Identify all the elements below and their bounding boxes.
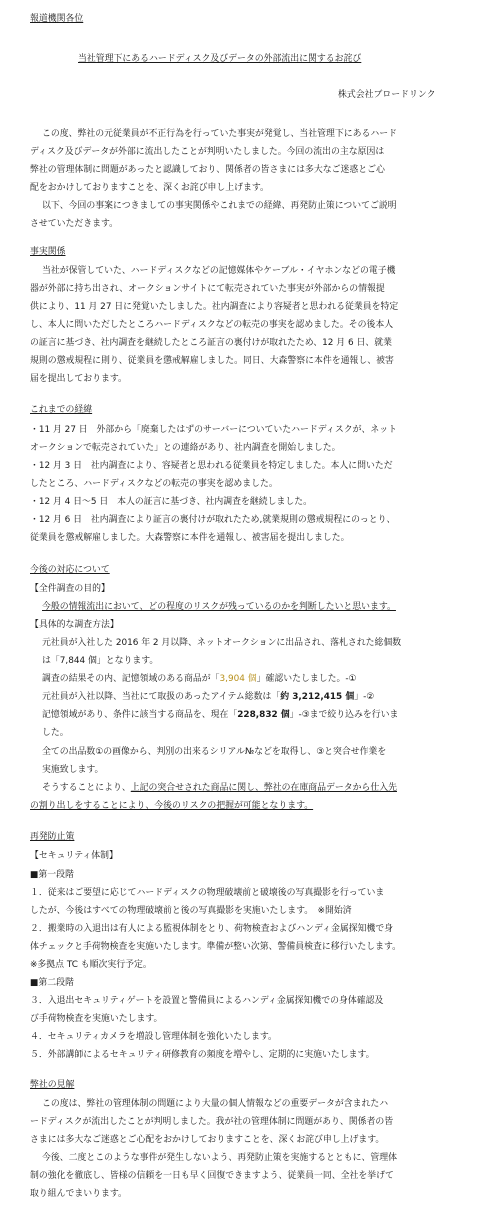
security-label: 【セキュリティ体制】 xyxy=(30,851,118,861)
intro-line: 配をおかけしておりますことを、深くお詫び申し上げます。 xyxy=(30,183,269,193)
measure-line: ５．外部講師によるセキュリティ研修教育の頻度を増やし、定期的に実施いたします。 xyxy=(30,1050,375,1060)
intro-line: 以下、今回の事案につきましての事実関係やこれまでの経緯、再発防止策についてご説明 xyxy=(42,201,397,211)
phase-two-label: ■第二段階 xyxy=(30,978,74,988)
intro-line: 弊社の管理体制に問題があったと認識しており、関係者の皆さまには多大なご迷惑とご心 xyxy=(30,165,385,175)
measure-line: したが、今後はすべての物理破壊前と後の写真撮影を実施いたします。 ※開始済 xyxy=(30,906,352,916)
history-line: ・12 月 3 日 社内調査により、容疑者と思われる従業員を特定しました。本人に問いただ xyxy=(30,461,393,471)
method-line: の割り出しをすることにより、今後のリスクの把握が可能となります。 xyxy=(30,801,314,811)
addressee: 報道機関各位 xyxy=(30,14,84,24)
measure-line: ４．セキュリティカメラを増設し管理体制を強化いたします。 xyxy=(30,1032,277,1042)
phase-one-label: ■第一段階 xyxy=(30,870,74,880)
method-line: 全ての出品数①の画像から、判別の出来るシリアル№などを取得し、③と突合せ作業を xyxy=(42,747,387,757)
method-line: そうすることにより、上記の突合せされた商品に関し、弊社の在庫商品データから仕入先 xyxy=(42,783,397,793)
section-heading-prevention: 再発防止策 xyxy=(30,832,75,842)
method-line: 元社員が入社以降、当社にて取扱のあったアイテム総数は「約 3,212,415 個」-② xyxy=(42,692,375,702)
company-name: 株式会社ブロードリンク xyxy=(338,90,436,100)
view-line: この度は、弊社の管理体制の問題により大量の個人情報などの重要データが含まれたハ xyxy=(42,1099,389,1109)
method-line: 記憶領域があり、条件に該当する商品を、現在「228,832 個」-③まで絞り込みを行いま xyxy=(42,710,399,720)
facts-line: し、本人に問いただしたところハードディスクなどの転売の事実を認めました。その後本人 xyxy=(30,320,394,330)
facts-line: の証言に基づき、社内調査を継続したところ証言の裏付けが取れたため、12 月 6 日、就業 xyxy=(30,338,392,348)
method-label: 【具体的な調査方法】 xyxy=(30,620,119,630)
purpose-text: 今般の情報流出において、どの程度のリスクが残っているのかを判断したいと思います。 xyxy=(42,602,396,612)
highlight-value: 約 3,212,415 個 xyxy=(280,692,355,702)
section-heading-response: 今後の対応について xyxy=(30,565,110,575)
facts-line: 届を提出しております。 xyxy=(30,374,127,384)
method-line: は「7,844 個」となります。 xyxy=(42,656,159,666)
method-line: 元社員が入社した 2016 年 2 月以降、ネットオークションに出品され、落札された総個数 xyxy=(42,638,402,648)
measure-line: ２．搬業時の入退出は有人による監視体制をとり、荷物検査およびハンディ金属探知機で身 xyxy=(30,924,394,934)
intro-line: ディスク及びデータが外部に流出したことが判明いたしました。今回の流出の主な原因は xyxy=(30,147,385,157)
method-line: 実施致します。 xyxy=(42,765,104,775)
history-line: ・12 月 6 日 社内調査により証言の裏付けが取れたため,就業規則の懲戒規程にのっとり、 xyxy=(30,515,396,525)
measure-line: ３．入退出セキュリティゲートを設置と警備員によるハンディ金属探知機での身体確認及 xyxy=(30,996,384,1006)
purpose-label: 【全件調査の目的】 xyxy=(30,584,110,594)
facts-line: 規則の懲戒規程に則り、従業員を懲戒解雇しました。同日、大森警察に本件を通報し、被害 xyxy=(30,356,394,366)
view-line: 今後、二度とこのような事件が発生しないよう、再発防止策を実施するとともに、管理体 xyxy=(42,1153,397,1163)
history-line: オークションで転売されていた」との連絡があり、社内調査を開始しました。 xyxy=(30,443,341,453)
method-line: 調査の結果その内、記憶領域のある商品が「3,904 個」確認いたしました。-① xyxy=(42,674,357,684)
history-line: したところ、ハードディスクなどの転売の事実を認めました。 xyxy=(30,479,278,489)
view-line: さまには多大なご迷惑とご心配をおかけしておりますことを、深くお詫び申し上げます。 xyxy=(30,1135,385,1145)
method-line: した。 xyxy=(42,728,69,738)
facts-line: 当社が保管していた、ハードディスクなどの記憶媒体やケーブル・イヤホンなどの電子機 xyxy=(42,266,396,276)
view-line: 制の強化を徹底し、皆様の信頼を一日も早く回復できますよう、従業員一同、全社を挙げて xyxy=(30,1171,394,1181)
section-heading-history: これまでの経緯 xyxy=(30,405,93,415)
highlight-value: 228,832 個 xyxy=(237,710,290,720)
facts-line: 供により、11 月 27 日に発覚いたしました。社内調査により容疑者と思われる従業員を特定 xyxy=(30,302,399,312)
history-line: ・12 月 4 日～5 日 本人の証言に基づき、社内調査を継続しました。 xyxy=(30,497,313,507)
measure-line: ※多拠点 TC も順次実行予定。 xyxy=(30,960,152,970)
section-heading-facts: 事実関係 xyxy=(30,247,66,257)
facts-line: 器が外部に持ち出され、オークションサイトにて転売されていた事実が外部からの情報提 xyxy=(30,284,385,294)
measure-line: １．従来はご要望に応じてハードディスクの物理破壊前と破壊後の写真撮影を行っていま xyxy=(30,888,385,898)
view-line: 取り組んでまいります。 xyxy=(30,1189,127,1199)
measure-line: 体チェックと手荷物検査を実施いたします。準備が整い次第、警備員検査に移行いたします。 xyxy=(30,942,402,952)
history-line: ・11 月 27 日 外部から「廃棄したはずのサーバーについていたハードディスクが、ネット xyxy=(30,425,397,435)
history-line: 従業員を懲戒解雇しました。大森警察に本件を通報し、被害届を提出しました。 xyxy=(30,533,350,543)
highlight-value: 3,904 個 xyxy=(219,674,257,684)
measure-line: び手荷物検査を実施いたします。 xyxy=(30,1014,163,1024)
intro-line: この度、弊社の元従業員が不正行為を行っていた事実が発覚し、当社管理下にあるハード xyxy=(42,129,397,139)
document-title: 当社管理下にあるハードディスク及びデータの外部流出に関するお詫び xyxy=(78,54,362,64)
intro-line: させていただきます。 xyxy=(30,219,119,229)
section-heading-view: 弊社の見解 xyxy=(30,1080,75,1090)
view-line: ードディスクが流出したことが判明しました。我が社の管理体制に問題があり、関係者の皆 xyxy=(30,1117,394,1127)
